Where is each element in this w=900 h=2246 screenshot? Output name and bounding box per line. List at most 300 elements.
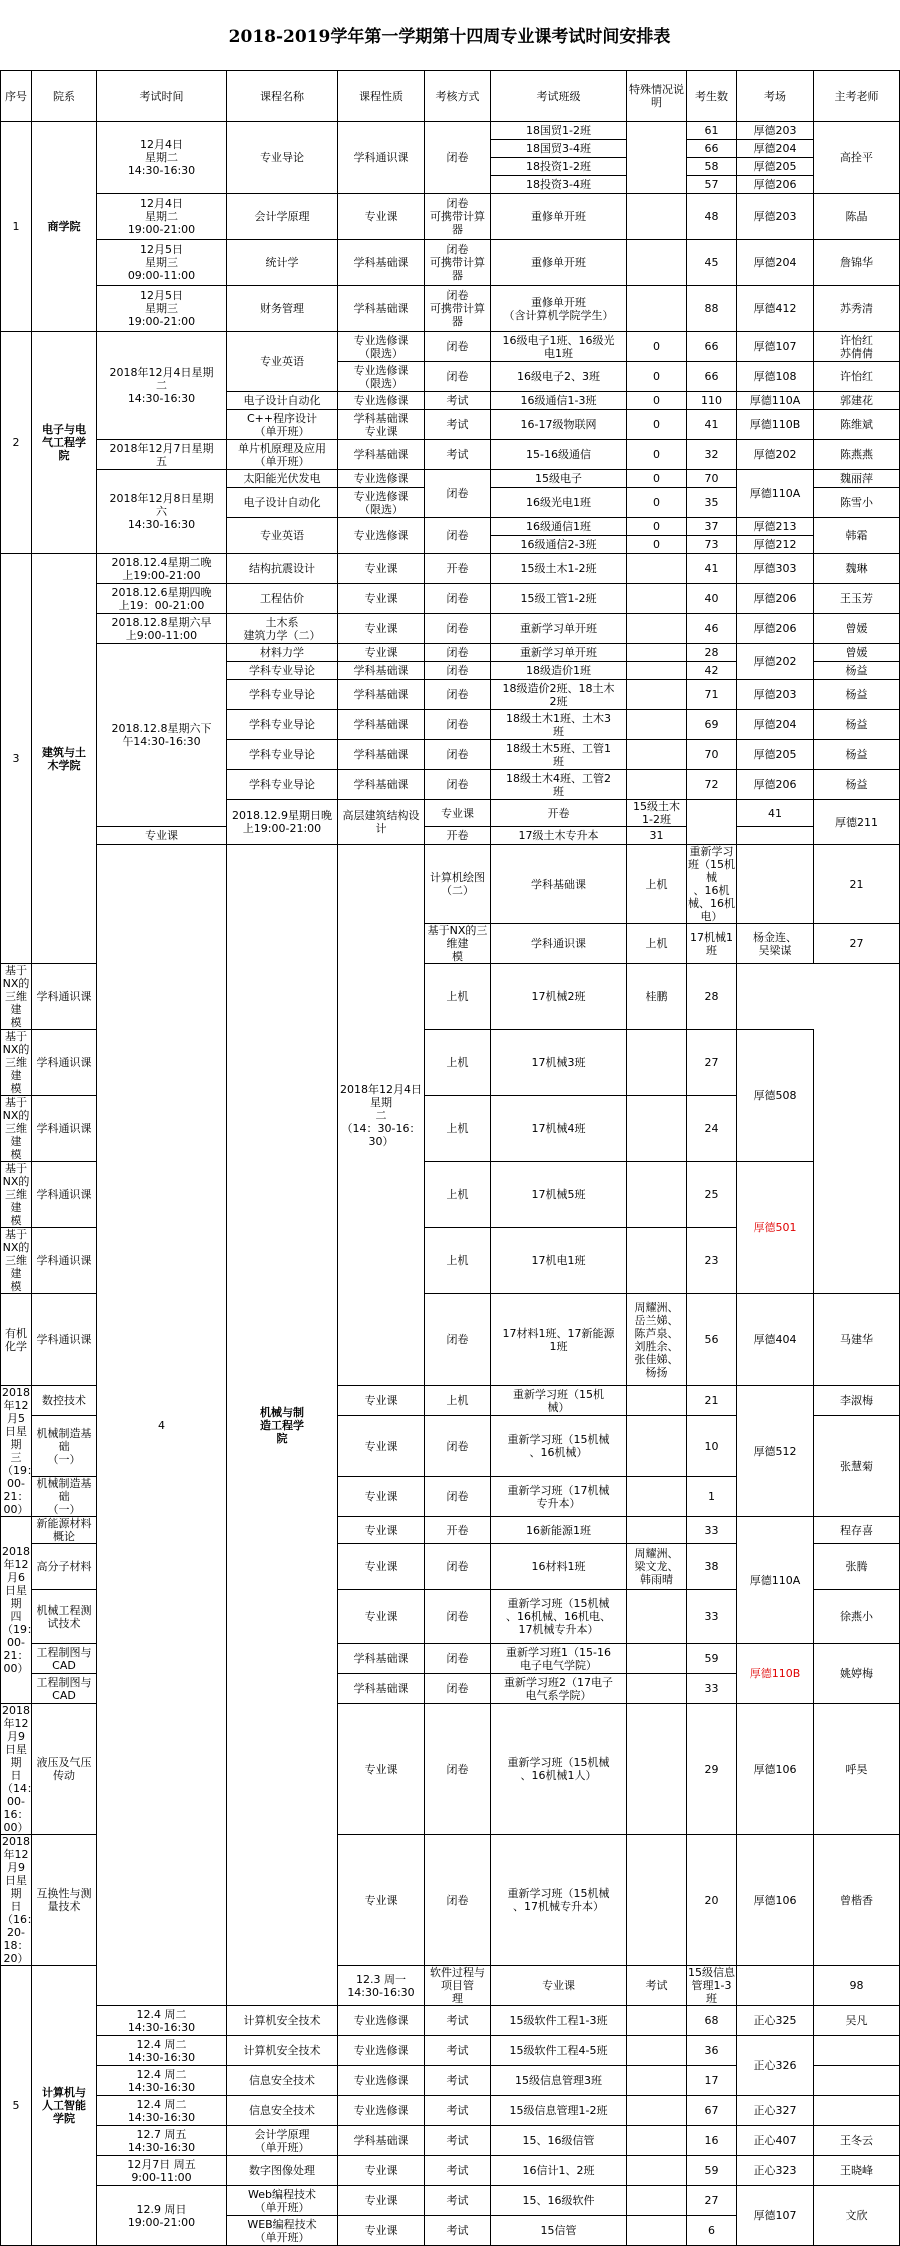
table-cell: 2018.12.8星期六下 午14:30-16:30 bbox=[97, 644, 227, 827]
table-cell: 厚德206 bbox=[737, 770, 814, 800]
table-cell bbox=[627, 1674, 687, 1704]
table-cell: 厚德106 bbox=[737, 1704, 814, 1835]
table-cell: 专业课 bbox=[425, 800, 491, 827]
table-cell: 3 bbox=[1, 554, 32, 964]
table-cell: 专业课 bbox=[338, 194, 425, 240]
table-cell: 15级软件工程4-5班 bbox=[491, 2036, 627, 2066]
table-cell: 15级信息管理3班 bbox=[491, 2066, 627, 2096]
table-cell: 73 bbox=[687, 536, 737, 554]
table-cell: 17级土木专升本 bbox=[491, 827, 627, 845]
table-cell: 曾媛 bbox=[814, 644, 900, 662]
table-cell: 电子设计自动化 bbox=[227, 392, 338, 410]
table-cell: 2018.12.9星期日晚 上19:00-21:00 bbox=[227, 800, 338, 845]
table-cell: 考试 bbox=[627, 1966, 687, 2006]
table-cell: 31 bbox=[627, 827, 687, 845]
table-cell: WEB编程技术 （单开班） bbox=[227, 2216, 338, 2246]
table-cell: 专业课 bbox=[338, 644, 425, 662]
table-cell: 学科基础课 bbox=[338, 440, 425, 470]
table-cell: 计算机与 人工智能 学院 bbox=[32, 1966, 97, 2246]
table-cell: 考试 bbox=[425, 2156, 491, 2186]
table-cell: 2018年12月9日星期 日 （16：20-18：20） bbox=[2, 1835, 38, 1965]
table-cell: 商学院 bbox=[32, 122, 97, 332]
table-cell: 闭卷 bbox=[425, 518, 491, 554]
table-cell: 呼昊 bbox=[814, 1704, 900, 1835]
table-cell: 考试 bbox=[425, 440, 491, 470]
table-cell: 高分子材料 bbox=[32, 1544, 97, 1590]
table-cell: 59 bbox=[687, 2156, 737, 2186]
table-cell: 专业英语 bbox=[227, 518, 338, 554]
table-cell: 上机 bbox=[425, 964, 491, 1030]
table-cell: 41 bbox=[687, 554, 737, 584]
table-cell: 2018年12月7日星期 五 bbox=[97, 440, 227, 470]
table-cell: 基于NX的三维建 模 bbox=[1, 1096, 32, 1162]
table-cell: 上机 bbox=[425, 1096, 491, 1162]
table-cell: 土木系 建筑力学（二） bbox=[227, 614, 338, 644]
table-cell: 2018.12.8星期六早 上9:00-11:00 bbox=[97, 614, 227, 644]
table-cell: 68 bbox=[687, 2006, 737, 2036]
table-cell: 有机化学 bbox=[1, 1294, 32, 1386]
table-cell: 桂鹏 bbox=[627, 964, 687, 1030]
table-cell: 陈雪小 bbox=[814, 488, 900, 518]
table-cell: 0 bbox=[627, 332, 687, 362]
table-cell: 15级软件工程1-3班 bbox=[491, 2006, 627, 2036]
table-cell: 专业课 bbox=[338, 554, 425, 584]
header-cell: 考生数 bbox=[687, 71, 737, 122]
table-cell: 徐燕小 bbox=[814, 1590, 900, 1644]
table-cell: 16材料1班 bbox=[491, 1544, 627, 1590]
table-cell: 2 bbox=[1, 332, 32, 554]
table-cell: 闭卷 可携带计算 器 bbox=[425, 240, 491, 286]
table-cell: 33 bbox=[687, 1674, 737, 1704]
table-cell: Web编程技术 （单开班） bbox=[227, 2186, 338, 2216]
table-cell bbox=[627, 2066, 687, 2096]
table-row bbox=[1, 122, 900, 140]
table-cell: 学科基础课 bbox=[338, 1644, 425, 1674]
table-cell: 33 bbox=[687, 1517, 737, 1544]
table-row bbox=[1, 440, 900, 470]
table-cell: 开卷 bbox=[425, 554, 491, 584]
table-cell: 机械工程测试技术 bbox=[32, 1590, 97, 1644]
table-cell: 闭卷 bbox=[425, 584, 491, 614]
table-cell: 学科基础课 bbox=[491, 845, 627, 924]
table-cell bbox=[627, 240, 687, 286]
table-cell: 专业导论 bbox=[227, 122, 338, 194]
table-cell: 学科通识课 bbox=[32, 1294, 97, 1386]
table-cell: 闭卷 bbox=[425, 122, 491, 194]
table-cell: 厚德203 bbox=[737, 194, 814, 240]
table-cell: 闭卷 bbox=[425, 770, 491, 800]
table-cell: 专业课 bbox=[97, 827, 227, 845]
table-cell: 18投资3-4班 bbox=[491, 176, 627, 194]
table-cell: 17机械3班 bbox=[491, 1030, 627, 1096]
table-cell: 17机械4班 bbox=[491, 1096, 627, 1162]
table-cell: 48 bbox=[687, 194, 737, 240]
table-cell: 17机械2班 bbox=[491, 964, 627, 1030]
table-cell: 专业选修课 bbox=[338, 2006, 425, 2036]
table-cell: 17机械1班 bbox=[687, 924, 737, 964]
table-cell: 25 bbox=[687, 1162, 737, 1228]
table-cell: 王玉芳 bbox=[814, 584, 900, 614]
table-cell: 41 bbox=[687, 410, 737, 440]
table-cell bbox=[627, 2126, 687, 2156]
table-cell: 2018年12月4日星期 二 （14：30-16：30） bbox=[338, 845, 425, 1386]
table-row bbox=[1, 2156, 900, 2186]
table-cell bbox=[627, 662, 687, 680]
table-cell bbox=[627, 1644, 687, 1674]
table-cell: 学科基础课 bbox=[338, 286, 425, 332]
table-cell: 专业课 bbox=[338, 2216, 425, 2246]
table-row bbox=[1, 827, 900, 845]
table-cell: 闭卷 bbox=[425, 1590, 491, 1644]
header-cell: 特殊情况说明 bbox=[627, 71, 687, 122]
table-cell: 陈燕燕 bbox=[814, 440, 900, 470]
table-cell: 厚德206 bbox=[737, 584, 814, 614]
table-cell: 专业课 bbox=[338, 584, 425, 614]
table-cell: 58 bbox=[687, 158, 737, 176]
table-cell: 重新学习单开班 bbox=[491, 614, 627, 644]
table-cell: 重新学习班（15机械 、16机械、16机电、 17机械专升本） bbox=[491, 1590, 627, 1644]
table-cell: 5 bbox=[1, 1966, 32, 2246]
table-cell: 陈维斌 bbox=[814, 410, 900, 440]
table-cell: 厚德202 bbox=[737, 644, 814, 680]
exam-schedule-table bbox=[0, 70, 900, 2246]
table-cell: 互换性与测量技术 bbox=[32, 1835, 97, 1966]
table-cell: 结构抗震设计 bbox=[227, 554, 338, 584]
table-cell: 16级电子2、3班 bbox=[491, 362, 627, 392]
table-cell: 韩霜 bbox=[814, 518, 900, 554]
table-row bbox=[1, 470, 900, 488]
table-cell: 基于NX的三维建 模 bbox=[1, 964, 32, 1030]
table-cell: 15信管 bbox=[491, 2216, 627, 2246]
table-cell: 考试 bbox=[425, 2066, 491, 2096]
table-cell: 工程制图与CAD bbox=[32, 1674, 97, 1704]
table-cell: 重修单开班 bbox=[491, 194, 627, 240]
table-cell: 考试 bbox=[425, 392, 491, 410]
table-cell: 36 bbox=[687, 2036, 737, 2066]
table-cell: 厚德202 bbox=[737, 440, 814, 470]
table-cell: 15级信息管理1-2班 bbox=[491, 2096, 627, 2126]
table-cell: 厚德508 bbox=[737, 1030, 814, 1162]
table-cell: 专业选修课 （限选） bbox=[338, 488, 425, 518]
table-cell bbox=[627, 740, 687, 770]
table-cell: 数控技术 bbox=[32, 1386, 97, 1416]
table-cell: 厚德213 bbox=[737, 518, 814, 536]
table-cell bbox=[814, 2066, 900, 2096]
table-cell: 2018年12月4日星期 二 14:30-16:30 bbox=[97, 332, 227, 440]
table-cell: 0 bbox=[627, 518, 687, 536]
table-cell: 17机电1班 bbox=[491, 1228, 627, 1294]
table-cell: 46 bbox=[687, 614, 737, 644]
table-cell: 厚德404 bbox=[737, 1294, 814, 1386]
table-cell: 电子与电 气工程学 院 bbox=[32, 332, 97, 554]
table-cell: 12月7日 周五 9:00-11:00 bbox=[97, 2156, 227, 2186]
table-cell: 专业课 bbox=[338, 1544, 425, 1590]
table-cell: 28 bbox=[687, 964, 737, 1030]
table-cell: 28 bbox=[687, 644, 737, 662]
table-cell: 厚德203 bbox=[737, 680, 814, 710]
table-cell: 15级电子 bbox=[491, 470, 627, 488]
table-cell: 上机 bbox=[425, 1386, 491, 1416]
table-cell: 詹锦华 bbox=[814, 240, 900, 286]
table-cell: 闭卷 bbox=[425, 662, 491, 680]
table-cell: 正心323 bbox=[737, 2156, 814, 2186]
header-cell: 课程名称 bbox=[227, 71, 338, 122]
table-cell: 15级土木1-2班 bbox=[627, 800, 687, 827]
table-cell: 机械与制 造工程学 院 bbox=[227, 845, 338, 2006]
table-cell: 学科通识课 bbox=[32, 1162, 97, 1228]
table-cell: 12.4 周二 14:30-16:30 bbox=[97, 2066, 227, 2096]
table-cell: 材料力学 bbox=[227, 644, 338, 662]
table-cell: 闭卷 bbox=[425, 470, 491, 518]
table-cell: 考试 bbox=[425, 2186, 491, 2216]
table-cell: 闭卷 bbox=[425, 1544, 491, 1590]
table-cell: 41 bbox=[737, 800, 814, 827]
table-cell: 专业选修课 bbox=[338, 392, 425, 410]
table-cell: 42 bbox=[687, 662, 737, 680]
table-cell: 0 bbox=[627, 536, 687, 554]
table-cell: 闭卷 bbox=[425, 1416, 491, 1477]
table-cell bbox=[627, 1162, 687, 1228]
table-cell: 27 bbox=[687, 2186, 737, 2216]
header-cell: 课程性质 bbox=[338, 71, 425, 122]
table-cell: 16级通信2-3班 bbox=[491, 536, 627, 554]
table-cell: 闭卷 bbox=[425, 1674, 491, 1704]
table-cell: 2018.12.4星期二晚 上19:00-21:00 bbox=[97, 554, 227, 584]
table-cell: 29 bbox=[687, 1704, 737, 1835]
table-cell: 高拴平 bbox=[814, 122, 900, 194]
table-cell: 闭卷 bbox=[425, 1704, 491, 1835]
table-cell: 12.4 周二 14:30-16:30 bbox=[97, 2096, 227, 2126]
table-cell bbox=[627, 1590, 687, 1644]
table-cell: 厚德512 bbox=[737, 1386, 814, 1517]
table-cell: 18级土木5班、工管1 班 bbox=[491, 740, 627, 770]
table-cell bbox=[627, 1386, 687, 1416]
table-cell: 17机械5班 bbox=[491, 1162, 627, 1228]
table-cell: 18投资1-2班 bbox=[491, 158, 627, 176]
table-cell: 57 bbox=[687, 176, 737, 194]
table-cell: 厚德110A bbox=[737, 1517, 814, 1644]
table-cell: 厚德211 bbox=[814, 800, 900, 845]
table-cell: 开卷 bbox=[425, 827, 491, 845]
table-cell: 重新学习班（17机械 专升本） bbox=[491, 1477, 627, 1517]
table-cell: 16信计1、2班 bbox=[491, 2156, 627, 2186]
table-cell: 88 bbox=[687, 286, 737, 332]
table-cell: 会计学原理 bbox=[227, 194, 338, 240]
table-cell: 闭卷 可携带计算 器 bbox=[425, 194, 491, 240]
table-cell: 闭卷 bbox=[425, 644, 491, 662]
table-cell: 统计学 bbox=[227, 240, 338, 286]
table-cell: 周耀洲、 梁文龙、 韩雨晴 bbox=[627, 1544, 687, 1590]
table-cell: 15级土木1-2班 bbox=[491, 554, 627, 584]
table-cell: 40 bbox=[687, 584, 737, 614]
table-cell bbox=[627, 2096, 687, 2126]
table-row bbox=[1, 2186, 900, 2216]
table-cell bbox=[737, 1966, 814, 2006]
table-cell: 高层建筑结构设计 bbox=[338, 800, 425, 845]
table-cell: 16 bbox=[687, 2126, 737, 2156]
table-cell: 重新学习班（15机械 、16机械） bbox=[491, 1416, 627, 1477]
table-cell: 学科通识课 bbox=[32, 1096, 97, 1162]
table-row bbox=[1, 845, 900, 924]
table-cell: 12.9 周日 19:00-21:00 bbox=[97, 2186, 227, 2246]
table-cell: 专业课 bbox=[338, 1416, 425, 1477]
table-cell: 专业选修课 （限选） bbox=[338, 362, 425, 392]
table-cell: 重新学习班（15机械 、16机械1人） bbox=[491, 1704, 627, 1835]
table-cell: 专业课 bbox=[338, 614, 425, 644]
table-cell: 110 bbox=[687, 392, 737, 410]
table-row bbox=[1, 240, 900, 286]
table-cell: 16级通信1班 bbox=[491, 518, 627, 536]
table-cell: 李淑梅 bbox=[814, 1386, 900, 1416]
table-cell: 张慧菊 bbox=[814, 1416, 900, 1517]
table-cell: 学科通识课 bbox=[32, 1228, 97, 1294]
table-cell: 厚德412 bbox=[737, 286, 814, 332]
table-cell: 专业英语 bbox=[227, 332, 338, 392]
table-cell: 开卷 bbox=[425, 1517, 491, 1544]
table-cell: 考试 bbox=[425, 2216, 491, 2246]
table-cell: 闭卷 bbox=[425, 710, 491, 740]
table-cell: 12月4日 星期二 19:00-21:00 bbox=[97, 194, 227, 240]
table-cell: 16级光电1班 bbox=[491, 488, 627, 518]
table-cell: 学科基础课 bbox=[338, 680, 425, 710]
table-cell: 24 bbox=[687, 1096, 737, 1162]
table-cell: 太阳能光伏发电 bbox=[227, 470, 338, 488]
table-cell: 16级通信1-3班 bbox=[491, 392, 627, 410]
header-row bbox=[1, 71, 900, 122]
table-cell: 12.4 周二 14:30-16:30 bbox=[97, 2006, 227, 2036]
table-row bbox=[1, 614, 900, 644]
table-cell: 开卷 bbox=[491, 800, 627, 827]
table-cell: 10 bbox=[687, 1416, 737, 1477]
table-cell: 信息安全技术 bbox=[227, 2066, 338, 2096]
table-cell: 重新学习班（15机 械） bbox=[491, 1386, 627, 1416]
table-cell: 6 bbox=[687, 2216, 737, 2246]
table-row bbox=[1, 332, 900, 362]
table-cell: 厚德110A bbox=[737, 470, 814, 518]
table-cell: 杨益 bbox=[814, 770, 900, 800]
table-cell: 基于NX的三维建 模 bbox=[1, 1228, 32, 1294]
table-cell: 厚德205 bbox=[737, 158, 814, 176]
table-cell: 专业课 bbox=[338, 2156, 425, 2186]
table-cell: 闭卷 bbox=[425, 1644, 491, 1674]
table-cell: 15-16级通信 bbox=[491, 440, 627, 470]
table-cell: 厚德212 bbox=[737, 536, 814, 554]
table-cell: 新能源材料概论 bbox=[32, 1517, 97, 1544]
table-cell: 18级造价1班 bbox=[491, 662, 627, 680]
table-cell: 学科专业导论 bbox=[227, 740, 338, 770]
table-cell: 17 bbox=[687, 2066, 737, 2096]
table-cell: 厚德204 bbox=[737, 240, 814, 286]
table-cell: 专业选修课 bbox=[338, 470, 425, 488]
table-cell bbox=[627, 644, 687, 662]
table-cell: 文欣 bbox=[814, 2186, 900, 2246]
table-cell: 学科基础课 bbox=[338, 770, 425, 800]
table-cell: 2018年12月8日星期 六 14:30-16:30 bbox=[97, 470, 227, 554]
table-cell: 2018.12.6星期四晚 上19：00-21:00 bbox=[97, 584, 227, 614]
table-cell: 27 bbox=[687, 1030, 737, 1096]
table-cell: 33 bbox=[687, 1590, 737, 1644]
table-cell: 正心326 bbox=[737, 2036, 814, 2096]
table-cell: 王晓峰 bbox=[814, 2156, 900, 2186]
table-cell: 专业选修课 bbox=[338, 518, 425, 554]
table-cell: 曾楷香 bbox=[814, 1835, 900, 1966]
table-cell: 重修单开班 （含计算机学院学生） bbox=[491, 286, 627, 332]
table-cell: C++程序设计 （单开班） bbox=[227, 410, 338, 440]
table-cell: 正心407 bbox=[737, 2126, 814, 2156]
table-cell: 姚婷梅 bbox=[814, 1644, 900, 1704]
table-cell: 上机 bbox=[425, 1162, 491, 1228]
table-cell: 杨益 bbox=[814, 740, 900, 770]
table-cell: 厚德204 bbox=[737, 710, 814, 740]
table-cell: 16-17级物联网 bbox=[491, 410, 627, 440]
table-cell: 27 bbox=[814, 924, 900, 964]
table-cell: 厚德107 bbox=[737, 2186, 814, 2246]
table-cell: 20 bbox=[687, 1835, 737, 1966]
table-cell: 上机 bbox=[627, 924, 687, 964]
table-cell: 专业选修课 bbox=[338, 2036, 425, 2066]
table-cell: 基于NX的三维建 模 bbox=[425, 924, 491, 964]
table-cell: 学科基础课 bbox=[338, 740, 425, 770]
table-cell: 专业课 bbox=[338, 1477, 425, 1517]
table-cell: 1 bbox=[1, 122, 32, 332]
table-cell: 4 bbox=[97, 845, 227, 2006]
table-cell: 专业课 bbox=[338, 1590, 425, 1644]
table-cell: 重新学习班2（17电子 电气系学院） bbox=[491, 1674, 627, 1704]
table-cell bbox=[627, 1835, 687, 1966]
table-cell: 专业课 bbox=[338, 1835, 425, 1966]
table-cell: 闭卷 可携带计算 器 bbox=[425, 286, 491, 332]
table-cell: 56 bbox=[687, 1294, 737, 1386]
table-cell: 12.4 周二 14:30-16:30 bbox=[97, 2036, 227, 2066]
table-cell bbox=[814, 2036, 900, 2066]
table-cell: 学科基础课 bbox=[338, 710, 425, 740]
table-cell: 18级造价2班、18土木 2班 bbox=[491, 680, 627, 710]
table-cell: 考试 bbox=[425, 2096, 491, 2126]
table-cell: 18国贸1-2班 bbox=[491, 122, 627, 140]
table-cell bbox=[627, 1096, 687, 1162]
table-cell: 69 bbox=[687, 710, 737, 740]
table-cell: 厚德110A bbox=[737, 392, 814, 410]
table-cell: 15、16级信管 bbox=[491, 2126, 627, 2156]
table-cell: 会计学原理 （单开班） bbox=[227, 2126, 338, 2156]
table-cell: 厚德206 bbox=[737, 176, 814, 194]
table-cell: 18级土木1班、土木3 班 bbox=[491, 710, 627, 740]
table-cell bbox=[627, 2186, 687, 2216]
table-cell: 厚德110B bbox=[737, 410, 814, 440]
table-cell: 35 bbox=[687, 488, 737, 518]
table-cell: 71 bbox=[687, 680, 737, 710]
header-cell: 考试班级 bbox=[491, 71, 627, 122]
table-cell: 张腾 bbox=[814, 1544, 900, 1590]
table-cell: 魏琳 bbox=[814, 554, 900, 584]
table-cell: 18国贸3-4班 bbox=[491, 140, 627, 158]
table-cell: 专业课 bbox=[338, 1517, 425, 1544]
page-title: 2018-2019学年第一学期第十四周专业课考试时间安排表 bbox=[228, 27, 671, 47]
table-cell bbox=[627, 286, 687, 332]
table-row bbox=[1, 644, 900, 662]
table-cell: 闭卷 bbox=[425, 614, 491, 644]
table-cell: 37 bbox=[687, 518, 737, 536]
table-cell: 软件过程与项目管 理 bbox=[425, 1966, 491, 2006]
table-cell: 12.3 周一 14:30-16:30 bbox=[338, 1966, 425, 2006]
table-cell: 厚德107 bbox=[737, 332, 814, 362]
table-cell: 机械制造基础 （一） bbox=[32, 1477, 97, 1517]
table-cell bbox=[814, 2096, 900, 2126]
table-cell: 苏秀清 bbox=[814, 286, 900, 332]
table-cell: 杨益 bbox=[814, 680, 900, 710]
table-cell: 专业选修课 （限选） bbox=[338, 332, 425, 362]
table-cell: 计算机安全技术 bbox=[227, 2006, 338, 2036]
